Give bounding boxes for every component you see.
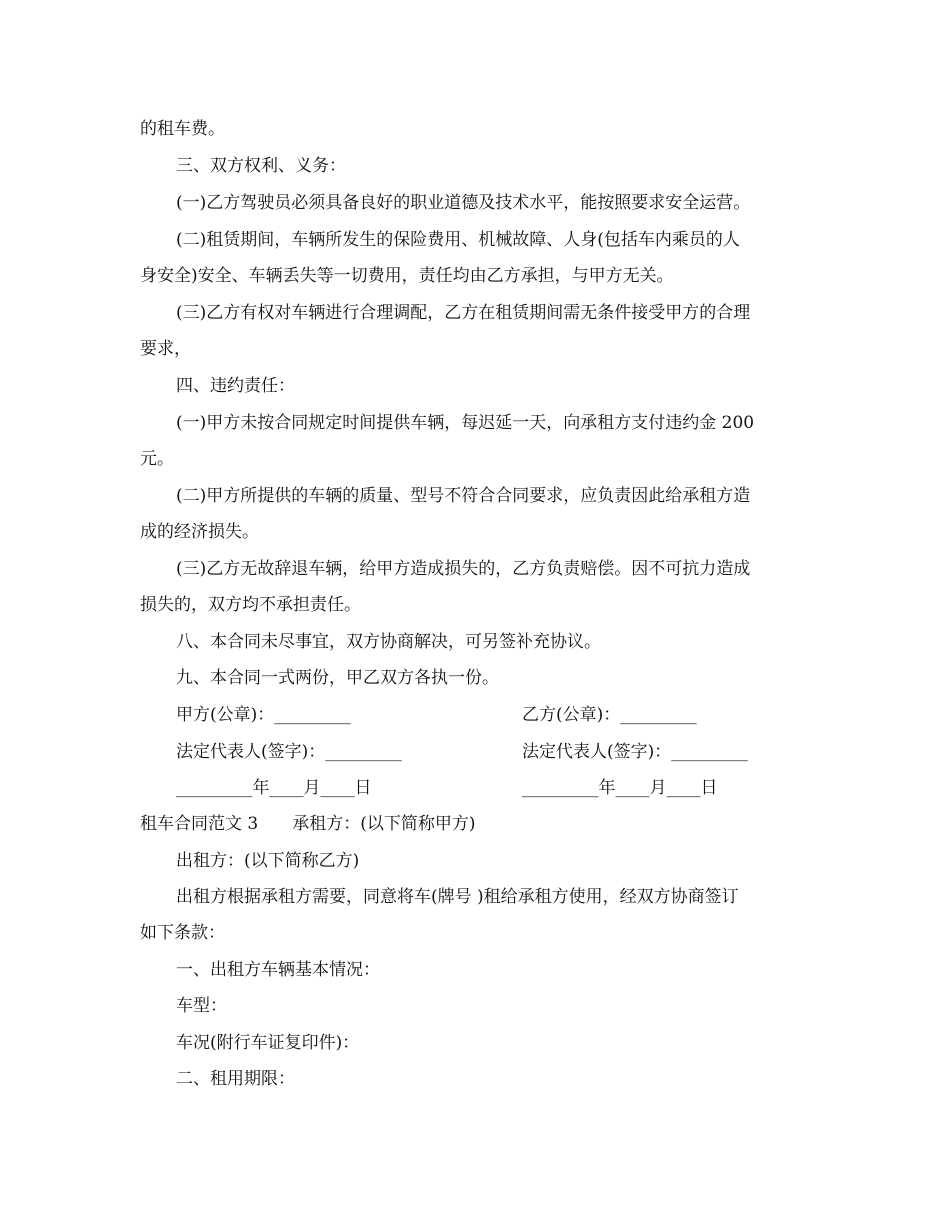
clause-liability-3: (三)乙方无故辞退车辆，给甲方造成损失的，乙方负责赔偿。因不可抗力造成	[176, 559, 751, 579]
section-heading-rights: 三、双方权利、义务：	[176, 156, 346, 176]
vehicle-condition: 车况(附行车证复印件)：	[176, 1033, 360, 1053]
section-vehicle-info: 一、出租方车辆基本情况：	[176, 960, 380, 980]
section-rental-term: 二、租用期限：	[176, 1069, 295, 1089]
party-a-representative: 法定代表人(签字)：_________	[176, 742, 402, 762]
section-heading-liability: 四、违约责任：	[176, 376, 295, 396]
clause-liability-1: (一)甲方未按合同规定时间提供车辆，每迟延一天，向承租方支付违约金 200	[176, 413, 755, 433]
party-a-date: _________年____月____日	[176, 778, 372, 798]
clause-liability-3-cont: 损失的，双方均不承担责任。	[140, 595, 361, 615]
preamble: 出租方根据承租方需要，同意将车(牌号 )租给承租方使用，经双方协商签订	[176, 887, 739, 907]
section-misc-8: 八、本合同未尽事宜，双方协商解决，可另签补充协议。	[176, 632, 601, 652]
party-b-date: _________年____月____日	[522, 778, 718, 798]
clause-rights-2-cont: 身安全)安全、车辆丢失等一切费用，责任均由乙方承担，与甲方无关。	[140, 266, 674, 286]
clause-liability-1-cont: 元。	[140, 449, 174, 469]
text-line-rent-fee: 的租车费。	[140, 119, 225, 139]
preamble-cont: 如下条款：	[140, 923, 225, 943]
clause-liability-2: (二)甲方所提供的车辆的质量、型号不符合合同要求，应负责因此给承租方造	[176, 486, 751, 506]
contract-3-title: 租车合同范文 3 承租方：(以下简称甲方)	[140, 814, 476, 834]
clause-liability-2-cont: 成的经济损失。	[140, 522, 259, 542]
clause-rights-1: (一)乙方驾驶员必须具备良好的职业道德及技术水平，能按照要求安全运营。	[176, 193, 751, 213]
clause-rights-3: (三)乙方有权对车辆进行合理调配，乙方在租赁期间需无条件接受甲方的合理	[176, 303, 751, 323]
party-b-representative: 法定代表人(签字)：_________	[522, 742, 748, 762]
lessor-line: 出租方：(以下简称乙方)	[176, 851, 360, 871]
party-b-seal: 乙方(公章)：_________	[522, 705, 697, 725]
clause-rights-2: (二)租赁期间，车辆所发生的保险费用、机械故障、人身(包括车内乘员的人	[176, 230, 740, 250]
vehicle-model: 车型：	[176, 996, 227, 1016]
section-copies-9: 九、本合同一式两份，甲乙双方各执一份。	[176, 668, 499, 688]
clause-rights-3-cont: 要求，	[140, 339, 191, 359]
party-a-seal: 甲方(公章)：_________	[176, 705, 351, 725]
